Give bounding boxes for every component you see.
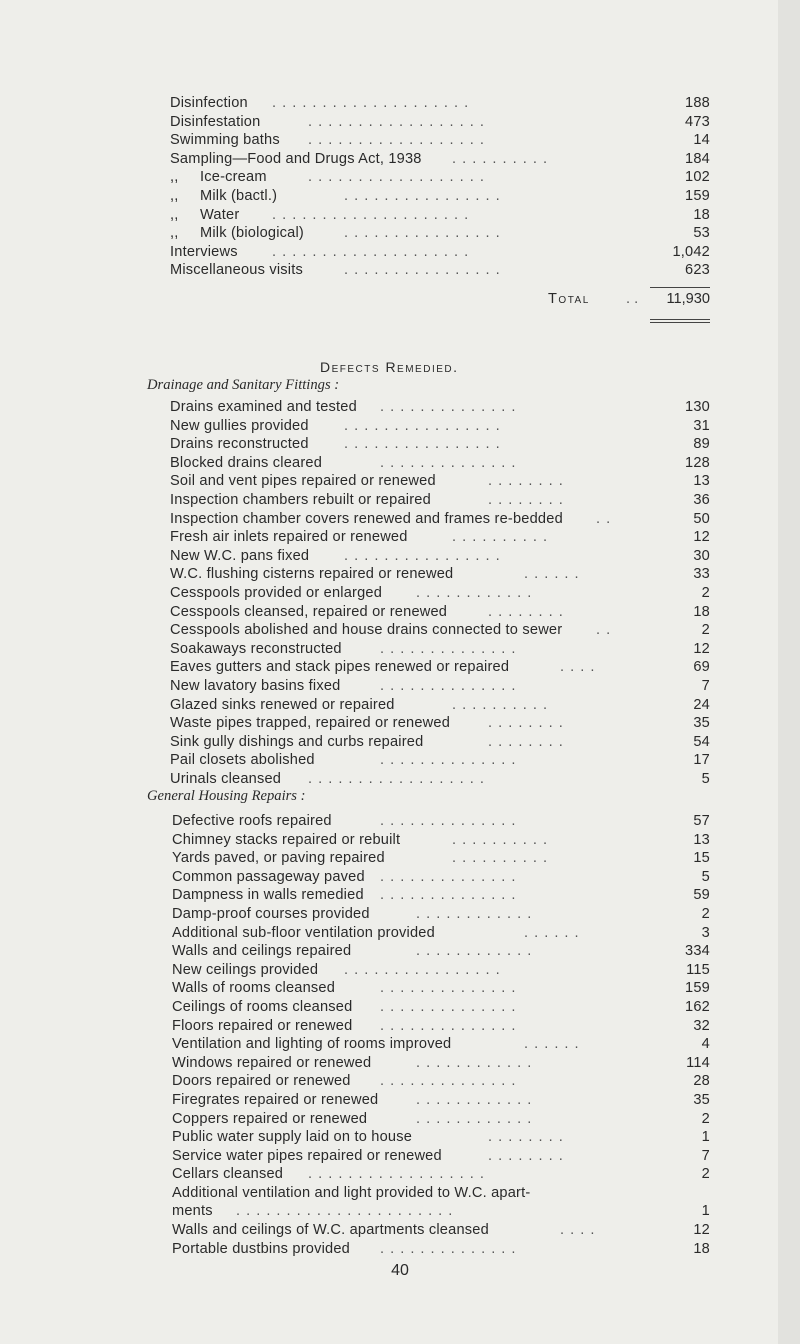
drainage-row-label: Blocked drains cleared — [170, 454, 323, 471]
drainage-row-value: 69 — [693, 659, 710, 676]
summary-row-value: 159 — [685, 187, 710, 204]
housing-row-label: Public water supply laid on to house — [172, 1129, 413, 1146]
housing-row-value: 18 — [693, 1240, 710, 1257]
drainage-row-label: Urinals cleansed — [170, 770, 282, 787]
summary-row — [0, 224, 800, 243]
leader-dots: . . . . . . . . . . . . . . — [380, 998, 517, 1015]
leader-dots: . . . . . . . . . . . . . . — [380, 752, 517, 769]
drainage-row — [0, 565, 800, 584]
drainage-row — [0, 751, 800, 770]
summary-row-label: Sampling—Food and Drugs Act, 1938 — [170, 150, 422, 167]
summary-row-value: 14 — [693, 132, 710, 149]
leader-dots: . . . . . . . . . . . . — [416, 1110, 533, 1127]
housing-row — [0, 1110, 800, 1129]
housing-row-label: Dampness in walls remedied — [172, 887, 364, 904]
drainage-row-label: Fresh air inlets repaired or renewed — [170, 529, 408, 546]
leader-dots: . . . . . . . . — [488, 733, 564, 750]
leader-dots: . . . . . . . . . . . . . . . . . . . . — [272, 206, 470, 223]
leader-dots: . . . . . . . . . . . . . . — [380, 454, 517, 471]
drainage-row — [0, 584, 800, 603]
housing-row-label: Windows repaired or renewed — [172, 1054, 372, 1071]
housing-row — [0, 1091, 800, 1110]
drainage-row-value: 50 — [693, 510, 710, 527]
leader-dots: . . . . — [560, 659, 596, 676]
leader-dots: . . . . . . . . . . . . — [416, 1054, 533, 1071]
leader-dots: . . . . . . . . — [488, 473, 564, 490]
housing-row — [0, 1165, 800, 1184]
housing-table — [0, 812, 800, 1258]
housing-row — [0, 1147, 800, 1166]
housing-row-value: 4 — [701, 1036, 710, 1053]
drainage-row — [0, 733, 800, 752]
housing-row-label: Chimney stacks repaired or rebuilt — [172, 831, 401, 848]
summary-row-label: Disinfection — [170, 95, 248, 111]
housing-row-value: 3 — [701, 924, 710, 941]
housing-row — [0, 1035, 800, 1054]
summary-row-value: 102 — [685, 169, 710, 186]
leader-dots: . . . . . . . . . . . . . . . . . . . . — [272, 243, 470, 260]
housing-row-label: Ceilings of rooms cleansed — [172, 998, 353, 1015]
leader-dots: . . . . . . . . . . . . . . . . — [344, 225, 501, 242]
drainage-row — [0, 658, 800, 677]
housing-row-value: 57 — [693, 813, 710, 829]
summary-row-value: 623 — [685, 262, 710, 279]
housing-row-label: Additional ventilation and light provided to W.C. apart- — [172, 1184, 531, 1201]
drainage-row — [0, 454, 800, 473]
leader-dots: . . . . . . . . — [488, 1147, 564, 1164]
drainage-row-value: 89 — [693, 436, 710, 453]
section-heading: Defects Remedied. — [320, 359, 459, 375]
housing-row-value: 12 — [693, 1222, 710, 1239]
drainage-row — [0, 603, 800, 622]
housing-row-label: Firegrates repaired or renewed — [172, 1091, 379, 1108]
housing-row — [0, 998, 800, 1017]
leader-dots: . . . . . . . . . . . . . . . . — [344, 262, 501, 279]
summary-table — [0, 94, 800, 280]
total-row — [0, 291, 800, 313]
leader-dots: . . . . . . . . . . . . . . . . . . — [308, 132, 485, 149]
summary-row — [0, 94, 800, 113]
housing-row — [0, 1221, 800, 1240]
drainage-row-value: 130 — [685, 399, 710, 415]
summary-row-value: 18 — [693, 206, 710, 223]
summary-row-value: 473 — [685, 113, 710, 130]
leader-dots: . . — [596, 622, 612, 639]
leader-dots: . . . . . . — [524, 566, 580, 583]
leader-dots: . . . . . . . . . . . . . . . . — [344, 187, 501, 204]
drainage-row-value: 33 — [693, 566, 710, 583]
leader-dots: . . . . . . . . . . . . . . — [380, 980, 517, 997]
leader-dots: . . . . . . . . . . . . . . — [380, 1240, 517, 1257]
drainage-row-label: Drains examined and tested — [170, 399, 357, 415]
summary-row — [0, 168, 800, 187]
housing-row-value: 162 — [685, 998, 710, 1015]
summary-row-value: 53 — [693, 225, 710, 242]
summary-row-label: Water — [200, 206, 240, 223]
housing-row — [0, 942, 800, 961]
drainage-row-value: 31 — [693, 417, 710, 434]
leader-dots: . . . . . . — [524, 1036, 580, 1053]
leader-dots: . . — [626, 291, 639, 307]
leader-dots: . . . . . . . . . . . . — [416, 1091, 533, 1108]
housing-row-label: Doors repaired or renewed — [172, 1073, 351, 1090]
total-rule-bottom-2 — [650, 322, 710, 323]
drainage-subheading: Drainage and Sanitary Fittings : — [147, 377, 340, 393]
drainage-row-value: 2 — [701, 584, 710, 601]
summary-row-value: 184 — [685, 150, 710, 167]
drainage-row — [0, 621, 800, 640]
drainage-row-label: Cesspools provided or enlarged — [170, 584, 383, 601]
summary-row — [0, 243, 800, 262]
housing-row — [0, 1054, 800, 1073]
housing-row — [0, 905, 800, 924]
leader-dots: . . . . . . . . — [488, 1129, 564, 1146]
leader-dots: . . — [596, 510, 612, 527]
drainage-row-label: New gullies provided — [170, 417, 309, 434]
housing-row-label: Additional sub-floor ventilation provided — [172, 924, 435, 941]
leader-dots: . . . . . . . . . . . . . . . . . . — [308, 113, 485, 130]
ditto-mark: ,, — [170, 206, 179, 223]
leader-dots: . . . . . . . . . . — [452, 529, 549, 546]
drainage-row — [0, 547, 800, 566]
housing-row — [0, 1184, 800, 1203]
drainage-row — [0, 510, 800, 529]
drainage-row-label: Inspection chamber covers renewed and frames re-bedded — [170, 510, 563, 527]
housing-row-label: Floors repaired or renewed — [172, 1017, 353, 1034]
housing-row-label: Defective roofs repaired — [172, 813, 332, 829]
ditto-mark: ,, — [170, 187, 179, 204]
leader-dots: . . . . . . . . . . . . . . . . — [344, 436, 501, 453]
drainage-row — [0, 435, 800, 454]
drainage-row — [0, 472, 800, 491]
housing-row-label: Cellars cleansed — [172, 1166, 284, 1183]
drainage-row-value: 12 — [693, 529, 710, 546]
leader-dots: . . . . . . . . . . . . . . . . . . — [308, 1166, 485, 1183]
housing-row-value: 32 — [693, 1017, 710, 1034]
leader-dots: . . . . . . . . . . . . . . . . . . — [308, 169, 485, 186]
drainage-row-value: 30 — [693, 547, 710, 564]
summary-row-value: 188 — [685, 95, 710, 111]
housing-row-value: 59 — [693, 887, 710, 904]
housing-row-label: Common passageway paved — [172, 868, 365, 885]
housing-row-value: 114 — [686, 1054, 710, 1071]
drainage-row-value: 24 — [693, 696, 710, 713]
drainage-row — [0, 491, 800, 510]
leader-dots: . . . . . . . . . . . . . . — [380, 399, 517, 415]
leader-dots: . . . . . . . . . . . . . . — [380, 813, 517, 829]
drainage-row-label: Soakaways reconstructed — [170, 640, 342, 657]
drainage-row-value: 12 — [693, 640, 710, 657]
drainage-row-value: 54 — [693, 733, 710, 750]
leader-dots: . . . . . . . . . . . . — [416, 905, 533, 922]
housing-row-value: 1 — [701, 1203, 710, 1220]
housing-row-label: New ceilings provided — [172, 961, 319, 978]
housing-row-value: 13 — [693, 831, 710, 848]
drainage-row-label: Cesspools abolished and house drains connected to sewer — [170, 622, 563, 639]
drainage-table — [0, 398, 800, 788]
housing-row-value: 1 — [701, 1129, 710, 1146]
housing-row-value: 5 — [701, 868, 710, 885]
leader-dots: . . . . . . . . — [488, 603, 564, 620]
housing-row — [0, 812, 800, 831]
drainage-row-value: 35 — [693, 715, 710, 732]
drainage-row — [0, 417, 800, 436]
drainage-row-value: 13 — [693, 473, 710, 490]
housing-row-label: Damp-proof courses provided — [172, 905, 370, 922]
drainage-row-label: Pail closets abolished — [170, 752, 315, 769]
page-number: 40 — [391, 1262, 409, 1279]
drainage-row-label: Sink gully dishings and curbs repaired — [170, 733, 424, 750]
drainage-row — [0, 640, 800, 659]
housing-row-value: 159 — [685, 980, 710, 997]
summary-row-label: Ice-cream — [200, 169, 267, 186]
leader-dots: . . . . . . . . . . . . — [416, 584, 533, 601]
summary-row — [0, 187, 800, 206]
leader-dots: . . . . . . . . . . — [452, 150, 549, 167]
housing-row-value: 2 — [701, 1110, 710, 1127]
housing-row-label: Service water pipes repaired or renewed — [172, 1147, 442, 1164]
summary-row-label: Milk (bactl.) — [200, 187, 278, 204]
drainage-row-value: 7 — [701, 677, 710, 694]
housing-row-label: Ventilation and lighting of rooms improved — [172, 1036, 452, 1053]
drainage-row-value: 128 — [685, 454, 710, 471]
leader-dots: . . . . . . . . . . — [452, 831, 549, 848]
drainage-row-label: New lavatory basins fixed — [170, 677, 341, 694]
housing-row-value: 15 — [693, 850, 710, 867]
leader-dots: . . . . . . . . . . . . . . — [380, 677, 517, 694]
ditto-mark: ,, — [170, 169, 179, 186]
housing-row — [0, 1240, 800, 1259]
housing-row — [0, 979, 800, 998]
summary-row-label: Milk (biological) — [200, 225, 304, 242]
drainage-row-label: Inspection chambers rebuilt or repaired — [170, 491, 431, 508]
leader-dots: . . . . . . . . . . — [452, 850, 549, 867]
summary-row — [0, 261, 800, 280]
total-rule-bottom-1 — [650, 319, 710, 320]
housing-row — [0, 1202, 800, 1221]
housing-row-label: Yards paved, or paving repaired — [172, 850, 385, 867]
leader-dots: . . . . . . . . . . . . . . . . . . . . . . — [236, 1203, 454, 1220]
drainage-row-value: 5 — [701, 770, 710, 787]
leader-dots: . . . . . . . . . . . . . . — [380, 1017, 517, 1034]
leader-dots: . . . . . . . . . . . . . . . . — [344, 961, 501, 978]
summary-row — [0, 150, 800, 169]
total-label: Total — [548, 291, 590, 307]
drainage-row-value: 36 — [693, 491, 710, 508]
housing-row-value: 2 — [701, 1166, 710, 1183]
total-value: 11,930 — [666, 291, 710, 307]
leader-dots: . . . . . . — [524, 924, 580, 941]
leader-dots: . . . . . . . . . . . . . . — [380, 887, 517, 904]
drainage-row-value: 18 — [693, 603, 710, 620]
housing-row-value: 28 — [693, 1073, 710, 1090]
summary-row — [0, 131, 800, 150]
summary-row-label: Disinfestation — [170, 113, 261, 130]
summary-row-label: Interviews — [170, 243, 238, 260]
summary-row — [0, 113, 800, 132]
summary-row — [0, 206, 800, 225]
drainage-row — [0, 398, 800, 417]
drainage-row-value: 17 — [693, 752, 710, 769]
drainage-row-label: Drains reconstructed — [170, 436, 309, 453]
drainage-row — [0, 696, 800, 715]
leader-dots: . . . . . . . . . . . . . . . . . . . . — [272, 95, 470, 111]
drainage-row-label: New W.C. pans fixed — [170, 547, 310, 564]
housing-row — [0, 831, 800, 850]
leader-dots: . . . . . . . . . . . . . . — [380, 868, 517, 885]
housing-row — [0, 1072, 800, 1091]
drainage-row — [0, 714, 800, 733]
housing-row-label: Coppers repaired or renewed — [172, 1110, 368, 1127]
housing-row — [0, 868, 800, 887]
leader-dots: . . . . . . . . . . — [452, 696, 549, 713]
drainage-row — [0, 528, 800, 547]
housing-row-label: ments — [172, 1203, 213, 1220]
leader-dots: . . . . . . . . — [488, 715, 564, 732]
ditto-mark: ,, — [170, 225, 179, 242]
housing-row-value: 7 — [701, 1147, 710, 1164]
housing-subheading: General Housing Repairs : — [147, 788, 306, 804]
leader-dots: . . . . . . . . . . . . . . . . — [344, 417, 501, 434]
housing-row — [0, 961, 800, 980]
housing-row — [0, 1128, 800, 1147]
housing-row-label: Walls and ceilings repaired — [172, 943, 352, 960]
drainage-row-label: Glazed sinks renewed or repaired — [170, 696, 395, 713]
housing-row — [0, 886, 800, 905]
housing-row-value: 115 — [686, 961, 710, 978]
housing-row-label: Walls and ceilings of W.C. apartments cleansed — [172, 1222, 489, 1239]
drainage-row-label: Cesspools cleansed, repaired or renewed — [170, 603, 448, 620]
housing-row-value: 334 — [685, 943, 710, 960]
drainage-row — [0, 677, 800, 696]
drainage-row-label: Eaves gutters and stack pipes renewed or repaired — [170, 659, 510, 676]
summary-row-label: Swimming baths — [170, 132, 280, 149]
housing-row-value: 2 — [701, 905, 710, 922]
leader-dots: . . . . . . . . . . . . . . . . — [344, 547, 501, 564]
drainage-row-label: W.C. flushing cisterns repaired or renewed — [170, 566, 454, 583]
total-rule-top — [650, 287, 710, 288]
leader-dots: . . . . — [560, 1222, 596, 1239]
leader-dots: . . . . . . . . . . . . . . — [380, 640, 517, 657]
leader-dots: . . . . . . . . . . . . . . — [380, 1073, 517, 1090]
summary-row-label: Miscellaneous visits — [170, 262, 303, 279]
housing-row — [0, 1017, 800, 1036]
leader-dots: . . . . . . . . . . . . — [416, 943, 533, 960]
housing-row-value: 35 — [693, 1091, 710, 1108]
drainage-row — [0, 770, 800, 789]
housing-row-label: Portable dustbins provided — [172, 1240, 351, 1257]
housing-row-label: Walls of rooms cleansed — [172, 980, 336, 997]
drainage-row-value: 2 — [701, 622, 710, 639]
housing-row — [0, 849, 800, 868]
leader-dots: . . . . . . . . — [488, 491, 564, 508]
housing-row — [0, 924, 800, 943]
drainage-row-label: Soil and vent pipes repaired or renewed — [170, 473, 436, 490]
leader-dots: . . . . . . . . . . . . . . . . . . — [308, 770, 485, 787]
drainage-row-label: Waste pipes trapped, repaired or renewed — [170, 715, 451, 732]
summary-row-value: 1,042 — [672, 243, 710, 260]
